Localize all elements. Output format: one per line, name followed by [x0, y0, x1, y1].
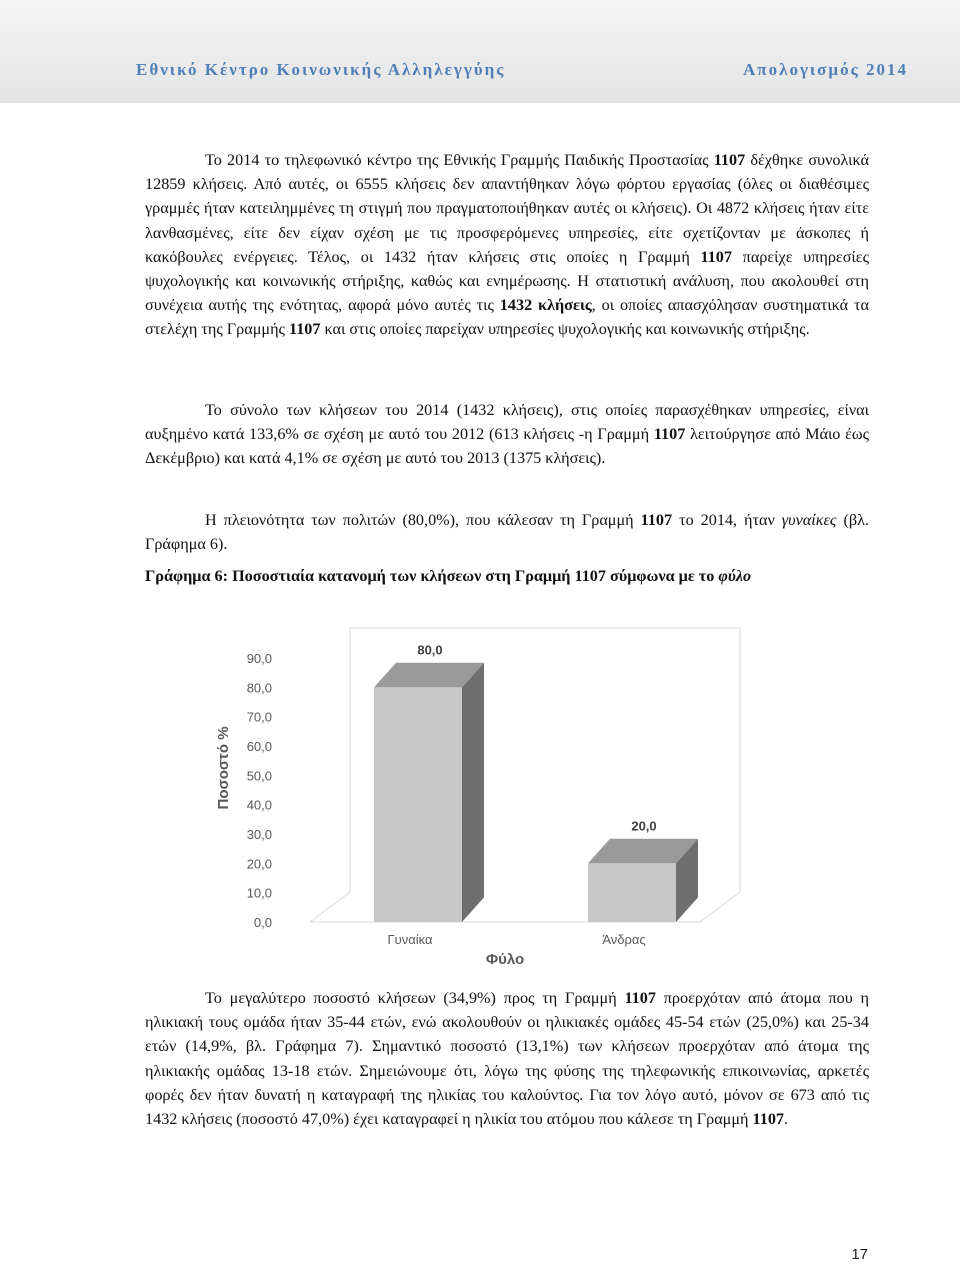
chart-caption: Γράφημα 6: Ποσοστιαία κατανομή των κλήσεων στη Γραμμή 1107 σύμφωνα με το φύλο [145, 567, 752, 585]
chart-bars [374, 643, 698, 922]
chart-bar-side [462, 663, 484, 922]
chart-data-label: 80,0 [417, 642, 443, 658]
chart-y-tick-label: 50,0 [246, 768, 272, 784]
chart-y-tick-label: 40,0 [246, 797, 272, 813]
chart-bar [588, 863, 676, 922]
header-report-title: Απολογισμός 2014 [743, 60, 908, 79]
chart-x-ticks [387, 932, 645, 947]
chart-wall-edge [310, 628, 350, 922]
chart-x-tick-label: Άνδρας [602, 932, 646, 947]
chart-y-tick-label: 20,0 [246, 856, 272, 872]
paragraph-gender-majority: Η πλειονότητα των πολιτών (80,0%), που κάλεσαν τη Γραμμή 1107 το 2014, ήταν γυναίκες (βλ. Γράφημα 6). [145, 511, 869, 554]
chart-y-tick-label: 0,0 [253, 915, 272, 930]
chart-y-tick-label: 10,0 [246, 885, 272, 901]
page-header [0, 0, 960, 103]
paragraph-calls-comparison: Το σύνολο των κλήσεων του 2014 (1432 κλήσεις), στις οποίες παρασχέθηκαν υπηρεσίες, είναι αυξημένο κατά 133,6% σε σχέση με αυτό του 2012 (613 κλήσεις -η Γραμμή 1107 λειτούργησε από Μάιο έως Δεκέμβριο) και κατά 4,1% σε σχέση με αυτό του 2013 (1375 κλήσεις). [145, 401, 869, 468]
chart-y-axis-label: Ποσοστό % [215, 726, 232, 810]
chart-y-tick-label: 30,0 [246, 827, 272, 842]
chart-x-tick-label: Γυναίκα [387, 932, 433, 947]
page-number: 17 [851, 1246, 868, 1263]
chart-y-tick-label: 60,0 [246, 739, 272, 754]
chart-y-ticks [247, 651, 272, 930]
chart-bar [374, 687, 462, 922]
header-organization-title: Εθνικό Κέντρο Κοινωνικής Αλληλεγγύης [136, 60, 506, 79]
chart-svg [200, 608, 780, 978]
chart-y-tick-label: 90,0 [246, 651, 272, 666]
paragraph-age-groups: Το μεγαλύτερο ποσοστό κλήσεων (34,9%) προς τη Γραμμή 1107 προερχόταν από άτομα που η ηλικιακή τους ομάδα ήταν 35-44 ετών, ενώ ακολουθούν οι ηλικιακές ομάδες 45-54 ετών (25,0%) και 25-34 ετών (14,9%, βλ. Γράφημα 7). Σημαντικό ποσοστό (13,1%) των κλήσεων προερχόταν από άτομα της ηλικιακής ομάδας 13-18 ετών. Σημειώνουμε ότι, λόγω της φύσης της τηλεφωνικής επικοινωνίας, αρκετές φορές δεν ήταν δυνατή η καταγραφή της ηλικίας του καλούντος. Για τον λόγο αυτό, μόνον σε 673 από τις 1432 κλήσεις (ποσοστό 47,0%) έχει καταγραφεί η ηλικία του ατόμου που κάλεσε τη Γραμμή 1107. [145, 989, 869, 1129]
chart-y-tick-label: 80,0 [246, 680, 272, 696]
paragraph-calls-overview: Το 2014 το τηλεφωνικό κέντρο της Εθνικής Γραμμής Παιδικής Προστασίας 1107 δέχθηκε συνολικά 12859 κλήσεις. Από αυτές, οι 6555 κλήσεις δεν απαντήθηκαν λόγω φόρτου εργασίας (όλες οι διαθέσιμες γραμμές ήταν κατειλημμένες τη στιγμή που πραγματοποιήθηκαν αυτές οι κλήσεις). Οι 4872 κλήσεις ήταν είτε λανθασμένες, είτε δεν είχαν σχέση με τις προσφερόμενες υπηρεσίες, είτε σχετίζονταν με άσκοπες ή κακόβουλες ενέργειες. Τέλος, οι 1432 ήταν κλήσεις στις οποίες η Γραμμή 1107 παρείχε υπηρεσίες ψυχολογικής και κοινωνικής στήριξης, καθώς και ενημέρωσης. Η στατιστική ανάλυση, που ακολουθεί στη συνέχεια αυτής της ενότητας, αφορά μόνο αυτές τις 1432 κλήσεις, οι οποίες απασχόλησαν συστηματικά τα στελέχη της Γραμμής 1107 και στις οποίες παρείχαν υπηρεσίες ψυχολογικής και κοινωνικής στήριξης. [145, 151, 870, 339]
chart-x-axis-label: Φύλο [485, 951, 525, 968]
chart-y-tick-label: 70,0 [246, 709, 272, 725]
chart-data-label: 20,0 [631, 818, 657, 834]
gender-bar-chart [200, 608, 780, 983]
